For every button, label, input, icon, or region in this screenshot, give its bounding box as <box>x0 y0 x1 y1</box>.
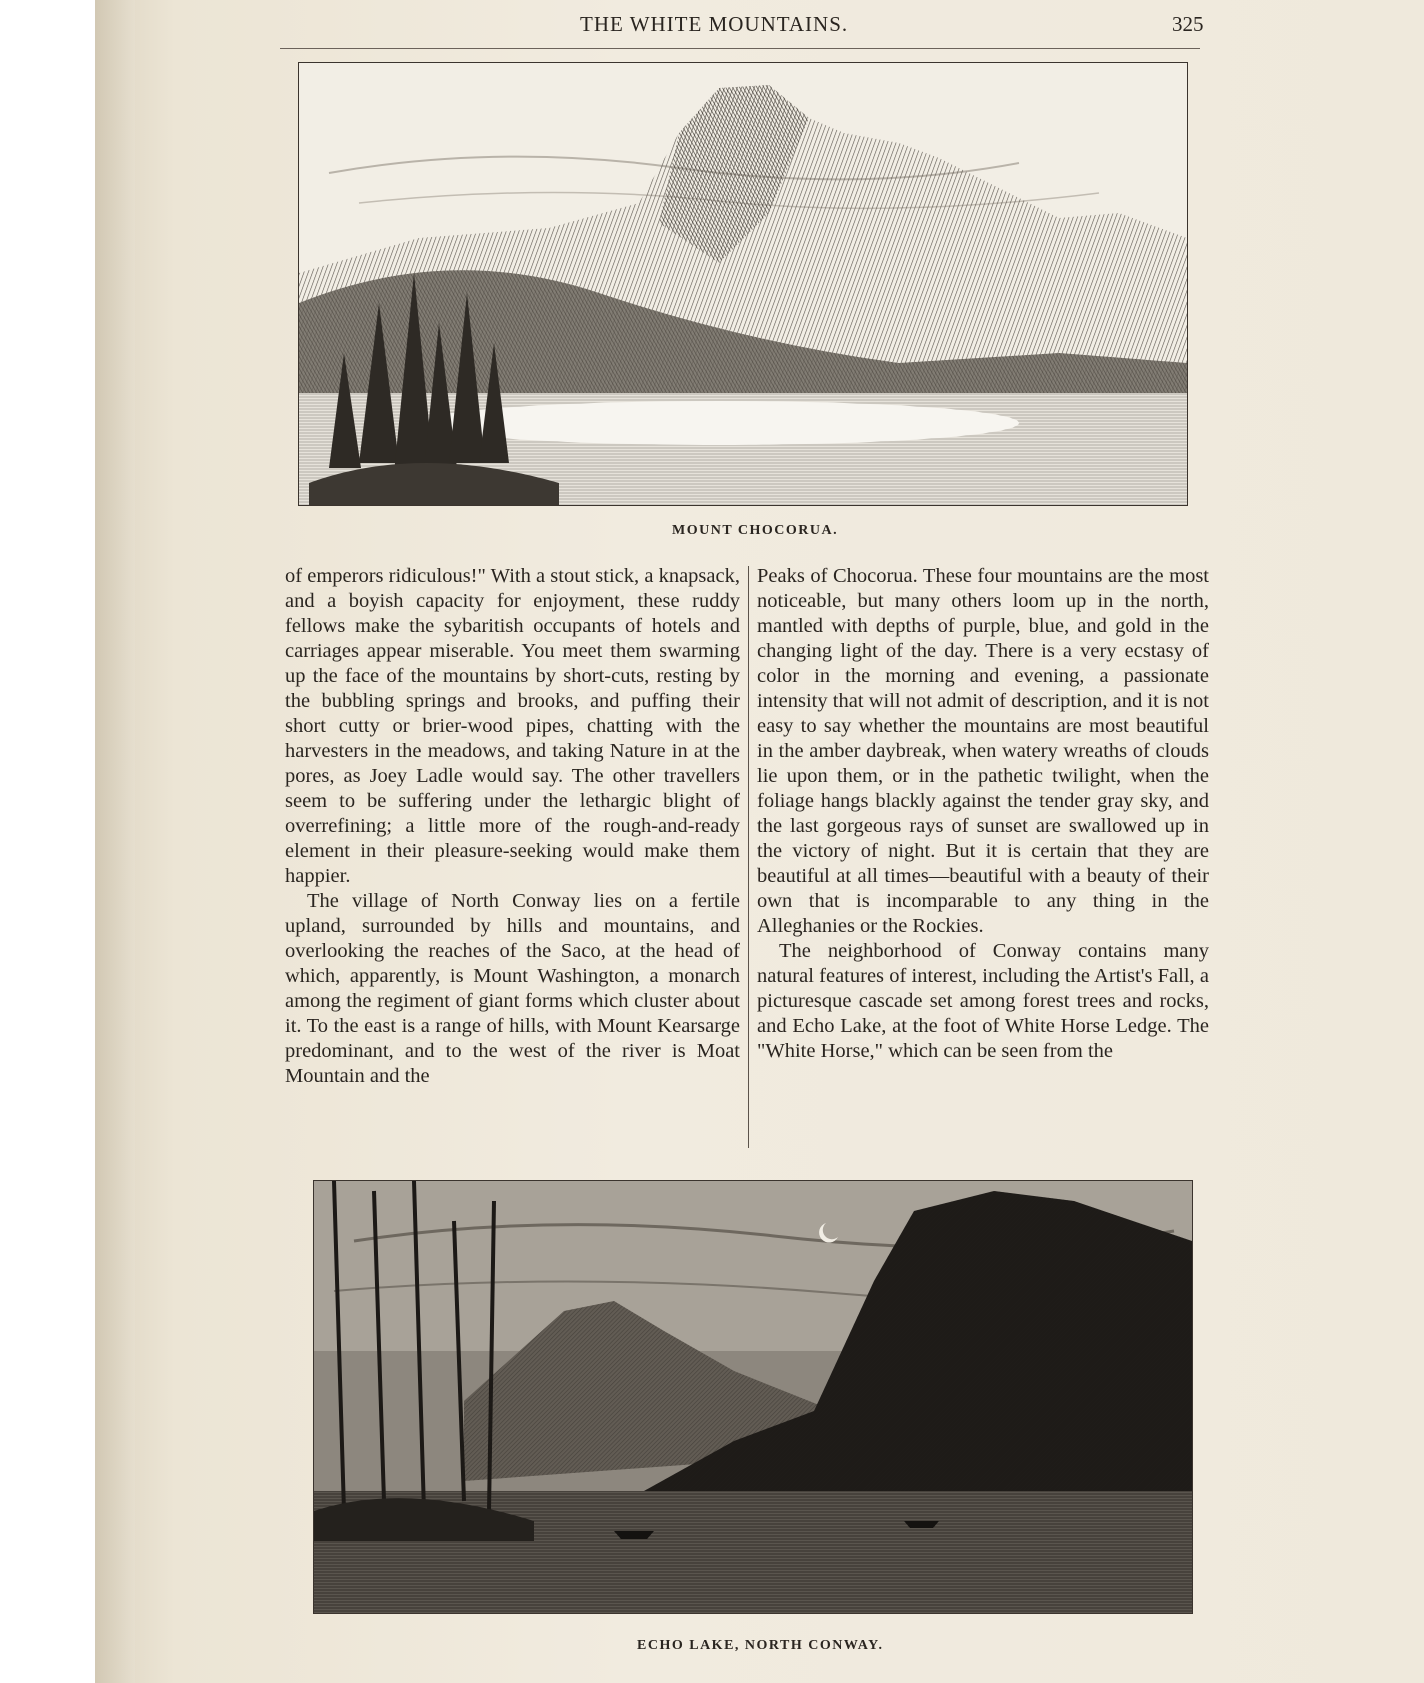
worn-page-edge <box>95 0 135 1683</box>
column-divider <box>748 566 749 1148</box>
echo-lake-engraving <box>313 1180 1193 1614</box>
top-figure-caption: MOUNT CHOCORUA. <box>672 523 839 538</box>
left-text-column <box>285 564 740 1089</box>
right-text-column <box>757 564 1209 1064</box>
paragraph: Peaks of Chocorua. These four mountains are the most noticeable, but many others loom up in the north, mantled with depths of purple, blue, and gold in the changing light of the day. There is a very ecstasy of color in the morning and evening, a passionate intensity that will not admit of description, and it is not easy to say whether the mountains are most beautiful in the amber daybreak, when watery wreaths of clouds lie upon them, or in the pathetic twilight, when the foliage hangs blackly against the tender gray sky, and the last gorgeous rays of sunset are swallowed up in the victory of night. But it is certain that they are beautiful at all times—beautiful with a beauty of their own that is incomparable to any thing in the Alleghanies or the Rockies. <box>757 565 1209 937</box>
header-rule <box>280 48 1200 49</box>
running-title: THE WHITE MOUNTAINS. <box>580 12 849 36</box>
paragraph: The neighborhood of Conway contains many natural features of interest, including the Artist's Fall, a picturesque cascade set among forest trees and rocks, and Echo Lake, at the foot of White Horse Ledge. The "White Horse," which can be seen from the <box>757 940 1209 1062</box>
page-number: 325 <box>1172 12 1204 36</box>
paragraph: of emperors ridiculous!" With a stout stick, a knapsack, and a boyish capacity for enjoyment, these ruddy fellows make the sybaritish occupants of hotels and carriages appear miserable. You meet them swarming up the face of the mountains by short-cuts, resting by the bubbling springs and brooks, and puffing their short cutty or brier-wood pipes, chatting with the harvesters in the meadows, and taking Nature in at the pores, as Joey Ladle would say. The other travellers seem to be suffering under the lethargic blight of overrefining; a little more of the rough-and-ready element in their pleasure-seeking would make them happier. <box>285 565 740 887</box>
paragraph: The village of North Conway lies on a fertile upland, surrounded by hills and mountains, and overlooking the reaches of the Saco, at the head of which, apparently, is Mount Washington, a monarch among the regiment of giant forms which cluster about it. To the east is a range of hills, with Mount Kearsarge predominant, and to the west of the river is Moat Mountain and the <box>285 890 740 1087</box>
mount-chocorua-engraving <box>298 62 1188 506</box>
bottom-figure-caption: ECHO LAKE, NORTH CONWAY. <box>637 1638 884 1653</box>
